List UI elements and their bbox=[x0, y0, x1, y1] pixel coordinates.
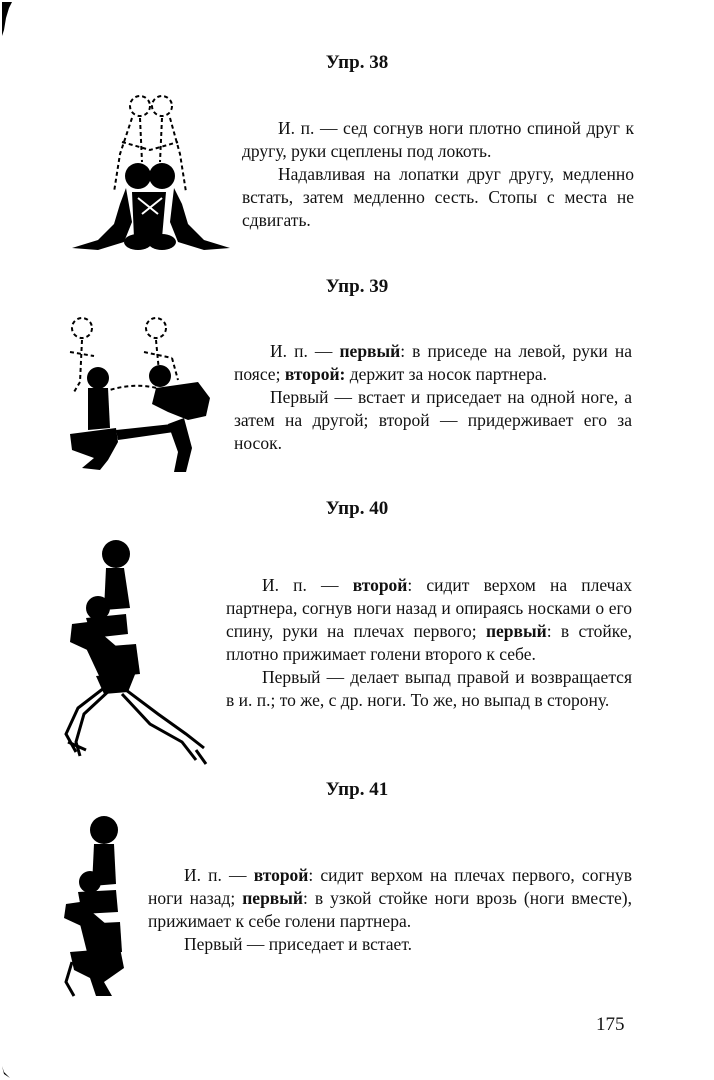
bold-term: второй bbox=[352, 575, 408, 595]
exercise-41-title: Упр. 41 bbox=[325, 779, 389, 800]
text-run: И. п. — bbox=[184, 865, 254, 885]
scan-mark-bottom bbox=[0, 1062, 20, 1080]
text-run: И. п. — сед согнув ноги плотно спиной друг к другу, руки сцеплены под локоть. bbox=[242, 118, 634, 161]
text-run: : сидит верхом на плечах партнера, согнув ноги назад и опираясь носками о его спину, руки на плечах первого; bbox=[226, 575, 632, 641]
exercise-41-illustration bbox=[60, 812, 132, 1002]
text-run: : в узкой стойке ноги врозь (ноги вместе), прижимает к себе голени партнера. bbox=[148, 888, 632, 931]
exercise-39-description bbox=[234, 340, 632, 455]
exercise-40-description bbox=[226, 574, 632, 712]
exercise-41-paragraph-1 bbox=[148, 864, 632, 933]
page-number: 175 bbox=[596, 1014, 625, 1035]
text-run: Первый — приседает и встает. bbox=[184, 934, 413, 954]
text-run: Первый — делает выпад правой и возвращается в и. п.; то же, с др. ноги. То же, но выпад в сторону. bbox=[226, 667, 632, 710]
exercise-40-title: Упр. 40 bbox=[325, 498, 389, 519]
text-run: : в приседе на левой, руки на поясе; bbox=[234, 341, 632, 384]
bold-term: первый bbox=[339, 341, 401, 361]
exercise-40-paragraph-1 bbox=[226, 574, 632, 666]
exercise-38-paragraph-1 bbox=[242, 117, 634, 163]
exercise-38-description bbox=[242, 117, 634, 232]
text-run: : сидит верхом на плечах первого, согнув ноги назад; bbox=[148, 865, 632, 908]
exercise-38-illustration bbox=[62, 92, 237, 257]
exercise-41-paragraph-2 bbox=[148, 933, 632, 956]
exercise-39-illustration bbox=[60, 312, 220, 480]
text-run: : в стойке, плотно прижимает голени второго к себе. bbox=[226, 621, 632, 664]
exercise-38-title: Упр. 38 bbox=[325, 52, 389, 73]
scan-mark-top bbox=[0, 0, 20, 40]
exercise-40-illustration bbox=[56, 538, 212, 772]
text-run: держит за носок партнера. bbox=[345, 364, 547, 384]
exercise-39-paragraph-2 bbox=[234, 386, 632, 455]
text-run: И. п. — bbox=[262, 575, 353, 595]
bold-term: первый bbox=[485, 621, 547, 641]
bold-term: второй: bbox=[284, 364, 346, 384]
text-run: Надавливая на лопатки друг другу, медленно встать, затем медленно сесть. Стопы с места не сдвигать. bbox=[242, 164, 634, 230]
bold-term: первый bbox=[242, 888, 303, 908]
exercise-38-paragraph-2 bbox=[242, 163, 634, 232]
bold-term: второй bbox=[253, 865, 309, 885]
text-run: Первый — встает и приседает на одной ноге, а затем на другой; второй — придерживает его за носок. bbox=[234, 387, 632, 453]
exercise-39-paragraph-1 bbox=[234, 340, 632, 386]
text-run: И. п. — bbox=[270, 341, 340, 361]
exercise-39-title: Упр. 39 bbox=[325, 276, 389, 297]
exercise-41-description bbox=[148, 864, 632, 956]
exercise-40-paragraph-2 bbox=[226, 666, 632, 712]
